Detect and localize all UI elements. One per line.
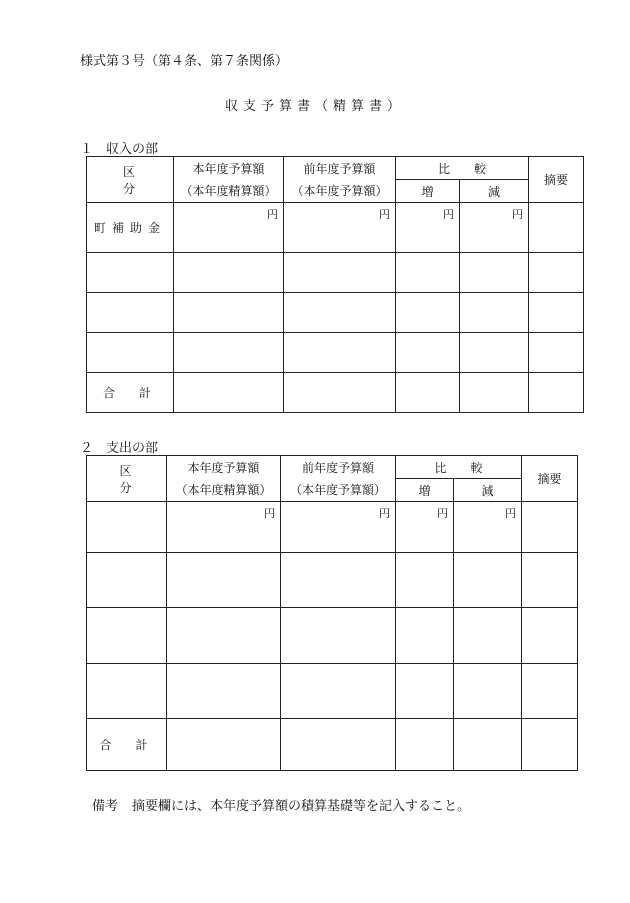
unit-label: 円 bbox=[460, 203, 529, 253]
table-cell[interactable] bbox=[522, 553, 578, 608]
table-cell[interactable] bbox=[87, 333, 174, 373]
table-cell[interactable] bbox=[529, 373, 584, 413]
table-cell[interactable] bbox=[529, 203, 584, 253]
unit-label: 円 bbox=[454, 502, 522, 553]
table-cell[interactable] bbox=[281, 719, 396, 771]
decrease-header: 減 bbox=[460, 180, 529, 203]
table-cell[interactable] bbox=[396, 293, 460, 333]
comparison-header: 比 較 bbox=[396, 456, 522, 479]
table-header-row bbox=[87, 157, 584, 180]
increase-header: 増 bbox=[396, 479, 454, 502]
table-cell[interactable] bbox=[454, 553, 522, 608]
table-cell[interactable] bbox=[174, 333, 284, 373]
table-cell[interactable] bbox=[87, 293, 174, 333]
table-cell[interactable] bbox=[167, 553, 281, 608]
footnote bbox=[92, 795, 470, 814]
previous-budget-paren-header: （本年度予算額） bbox=[284, 180, 396, 203]
table-row bbox=[87, 253, 584, 293]
category-header: 区 分 bbox=[87, 456, 167, 502]
table-cell[interactable] bbox=[87, 608, 167, 664]
table-cell[interactable] bbox=[454, 719, 522, 771]
table-row bbox=[87, 333, 584, 373]
table-cell[interactable] bbox=[454, 664, 522, 719]
decrease-header: 減 bbox=[454, 479, 522, 502]
increase-header: 増 bbox=[396, 180, 460, 203]
table-row bbox=[87, 203, 584, 253]
table-cell[interactable] bbox=[396, 373, 460, 413]
unit-label: 円 bbox=[167, 502, 281, 553]
table-cell[interactable] bbox=[396, 253, 460, 293]
table-cell[interactable] bbox=[87, 553, 167, 608]
table-cell[interactable] bbox=[396, 333, 460, 373]
previous-budget-header: 前年度予算額 bbox=[281, 456, 396, 479]
table-cell[interactable] bbox=[174, 373, 284, 413]
form-number: 様式第３号（第４条、第７条関係） bbox=[80, 54, 289, 69]
total-row bbox=[87, 373, 584, 413]
unit-label: 円 bbox=[396, 203, 460, 253]
table-cell[interactable] bbox=[529, 293, 584, 333]
current-settlement-header: （本年度精算額） bbox=[167, 479, 281, 502]
table-cell[interactable] bbox=[460, 293, 529, 333]
table-row bbox=[87, 553, 578, 608]
table-cell[interactable] bbox=[396, 553, 454, 608]
table-row bbox=[87, 608, 578, 664]
current-budget-header: 本年度予算額 bbox=[167, 456, 281, 479]
table-cell[interactable] bbox=[522, 502, 578, 553]
table-cell[interactable] bbox=[529, 333, 584, 373]
current-settlement-header: （本年度精算額） bbox=[174, 180, 284, 203]
table-cell[interactable] bbox=[281, 553, 396, 608]
table-cell[interactable] bbox=[167, 608, 281, 664]
unit-label: 円 bbox=[396, 502, 454, 553]
total-label: 合 計 bbox=[87, 373, 174, 413]
table-cell[interactable] bbox=[460, 333, 529, 373]
table-row bbox=[87, 664, 578, 719]
previous-budget-header: 前年度予算額 bbox=[284, 157, 396, 180]
expense-section-title: ２ 支出の部 bbox=[80, 441, 159, 456]
table-cell[interactable] bbox=[522, 664, 578, 719]
table-row bbox=[87, 293, 584, 333]
table-cell[interactable] bbox=[396, 664, 454, 719]
table-cell[interactable] bbox=[87, 502, 167, 553]
income-section-title: １ 収入の部 bbox=[80, 142, 159, 157]
table-cell[interactable] bbox=[281, 608, 396, 664]
table-cell[interactable] bbox=[522, 719, 578, 771]
table-cell[interactable] bbox=[167, 719, 281, 771]
table-cell[interactable] bbox=[284, 373, 396, 413]
current-budget-header: 本年度予算額 bbox=[174, 157, 284, 180]
unit-label: 円 bbox=[281, 502, 396, 553]
remarks-header: 摘要 bbox=[522, 456, 578, 502]
table-cell[interactable] bbox=[454, 608, 522, 664]
footnote-text: 摘要欄には、本年度予算額の積算基礎等を記入すること。 bbox=[132, 799, 471, 814]
unit-label: 円 bbox=[174, 203, 284, 253]
unit-label: 円 bbox=[284, 203, 396, 253]
table-cell[interactable] bbox=[87, 664, 167, 719]
total-label: 合 計 bbox=[87, 719, 167, 771]
table-cell[interactable] bbox=[460, 373, 529, 413]
table-cell[interactable] bbox=[284, 253, 396, 293]
table-cell[interactable] bbox=[529, 253, 584, 293]
table-cell[interactable] bbox=[284, 293, 396, 333]
table-cell[interactable] bbox=[460, 253, 529, 293]
table-cell[interactable] bbox=[167, 664, 281, 719]
total-row bbox=[87, 719, 578, 771]
footnote-label: 備考 bbox=[92, 799, 119, 814]
previous-budget-paren-header: （本年度予算額） bbox=[281, 479, 396, 502]
table-cell[interactable] bbox=[174, 253, 284, 293]
table-cell[interactable] bbox=[284, 333, 396, 373]
table-cell[interactable] bbox=[396, 608, 454, 664]
table-cell[interactable] bbox=[174, 293, 284, 333]
table-cell[interactable] bbox=[396, 719, 454, 771]
table-cell[interactable] bbox=[87, 253, 174, 293]
expense-table bbox=[86, 455, 578, 771]
table-cell[interactable] bbox=[281, 664, 396, 719]
remarks-header: 摘要 bbox=[529, 157, 584, 203]
table-cell[interactable] bbox=[522, 608, 578, 664]
comparison-header: 比 較 bbox=[396, 157, 529, 180]
category-header: 区 分 bbox=[87, 157, 174, 203]
row-label-town-subsidy: 町補助金 bbox=[87, 203, 174, 253]
document-title: 収支予算書（精算書） bbox=[224, 99, 405, 114]
table-row bbox=[87, 502, 578, 553]
income-table bbox=[86, 156, 584, 413]
table-header-row bbox=[87, 456, 578, 479]
